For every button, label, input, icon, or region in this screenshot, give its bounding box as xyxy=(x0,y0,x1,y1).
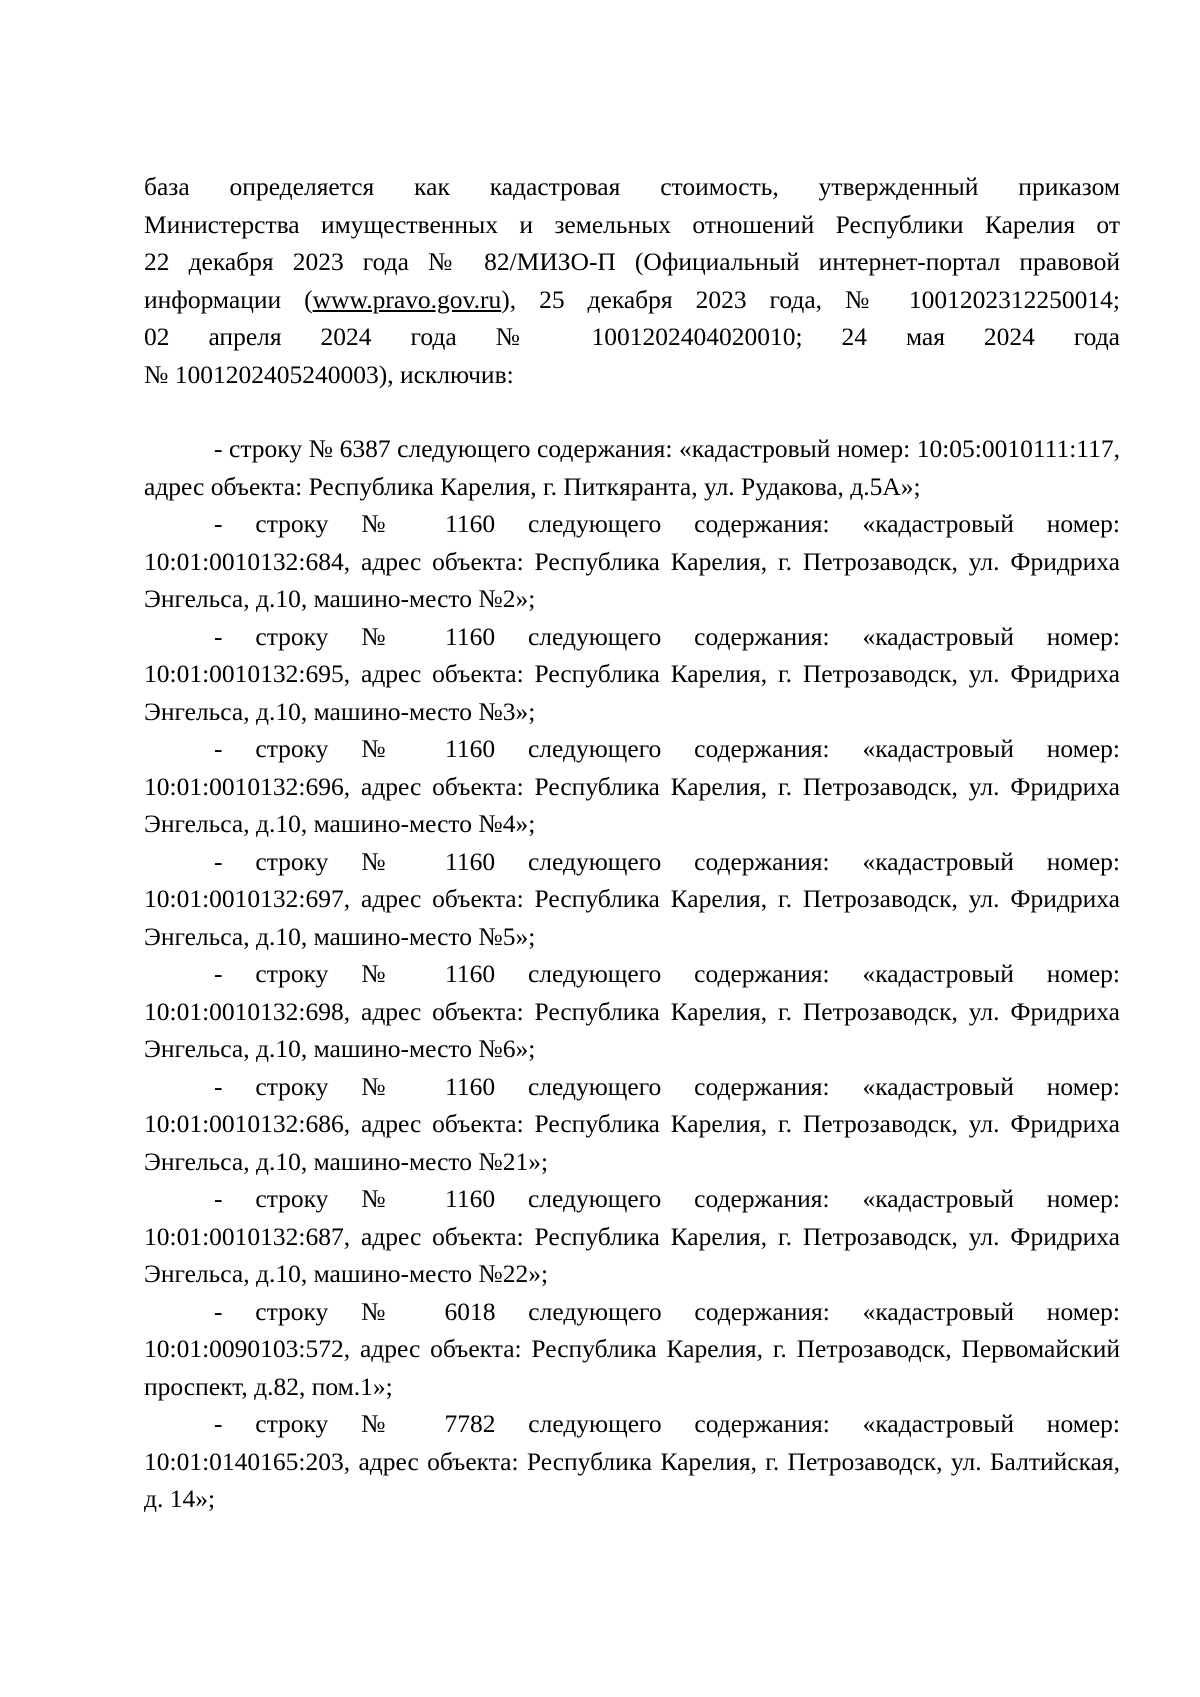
intro-line: № 1001202405240003), исключив: xyxy=(144,359,514,389)
exclusion-item: - строку № 1160 следующего содержания: «кадастровый номер: 10:01:0010132:684, адрес объекта: Республика Карелия, г. Петрозаводск, ул. Фридриха Энгельса, д.10, машино-место №2»; xyxy=(144,509,1120,613)
intro-text: ), 25 декабря 2023 года, № 1001202312250014; xyxy=(501,284,1120,314)
exclusion-item: - строку № 7782 следующего содержания: «кадастровый номер: 10:01:0140165:203, адрес объекта: Республика Карелия, г. Петрозаводск, ул. Балтийская, д. 14»; xyxy=(144,1409,1120,1513)
exclusion-item: - строку № 6387 следующего содержания: «кадастровый номер: 10:05:0010111:117, адрес объекта: Республика Карелия, г. Питкяранта, ул. Рудакова, д.5А»; xyxy=(144,434,1120,501)
document-page xyxy=(144,168,1120,1518)
exclusion-item: - строку № 1160 следующего содержания: «кадастровый номер: 10:01:0010132:687, адрес объекта: Республика Карелия, г. Петрозаводск, ул. Фридриха Энгельса, д.10, машино-место №22»; xyxy=(144,1184,1120,1288)
intro-line: 02 апреля 2024 года № 1001202404020010; 24 мая 2024 года xyxy=(144,322,1120,351)
intro-line: Министерства имущественных и земельных отношений Республики Карелия от xyxy=(144,209,1120,239)
exclusion-item: - строку № 1160 следующего содержания: «кадастровый номер: 10:01:0010132:695, адрес объекта: Республика Карелия, г. Петрозаводск, ул. Фридриха Энгельса, д.10, машино-место №3»; xyxy=(144,621,1120,726)
exclusion-item: - строку № 1160 следующего содержания: «кадастровый номер: 10:01:0010132:698, адрес объекта: Республика Карелия, г. Петрозаводск, ул. Фридриха Энгельса, д.10, машино-место №6»; xyxy=(144,959,1120,1063)
intro-paragraph xyxy=(144,168,1120,393)
exclusion-item: - строку № 6018 следующего содержания: «кадастровый номер: 10:01:0090103:572, адрес объекта: Республика Карелия, г. Петрозаводск, Первомайский проспект, д.82, пом.1»; xyxy=(144,1296,1120,1401)
exclusion-item: - строку № 1160 следующего содержания: «кадастровый номер: 10:01:0010132:697, адрес объекта: Республика Карелия, г. Петрозаводск, ул. Фридриха Энгельса, д.10, машино-место №5»; xyxy=(144,846,1120,951)
pravo-link[interactable]: www.pravo.gov.ru xyxy=(312,284,502,314)
intro-text: информации ( xyxy=(144,284,313,314)
intro-line: база определяется как кадастровая стоимость, утвержденный приказом xyxy=(144,172,1120,201)
exclusion-item: - строку № 1160 следующего содержания: «кадастровый номер: 10:01:0010132:696, адрес объекта: Республика Карелия, г. Петрозаводск, ул. Фридриха Энгельса, д.10, машино-место №4»; xyxy=(144,734,1120,838)
intro-line: 22 декабря 2023 года № 82/МИЗО-П (Официальный интернет-портал правовой xyxy=(144,247,1120,276)
intro-line xyxy=(144,281,1120,319)
exclusion-item: - строку № 1160 следующего содержания: «кадастровый номер: 10:01:0010132:686, адрес объекта: Республика Карелия, г. Петрозаводск, ул. Фридриха Энгельса, д.10, машино-место №21»; xyxy=(144,1071,1120,1176)
